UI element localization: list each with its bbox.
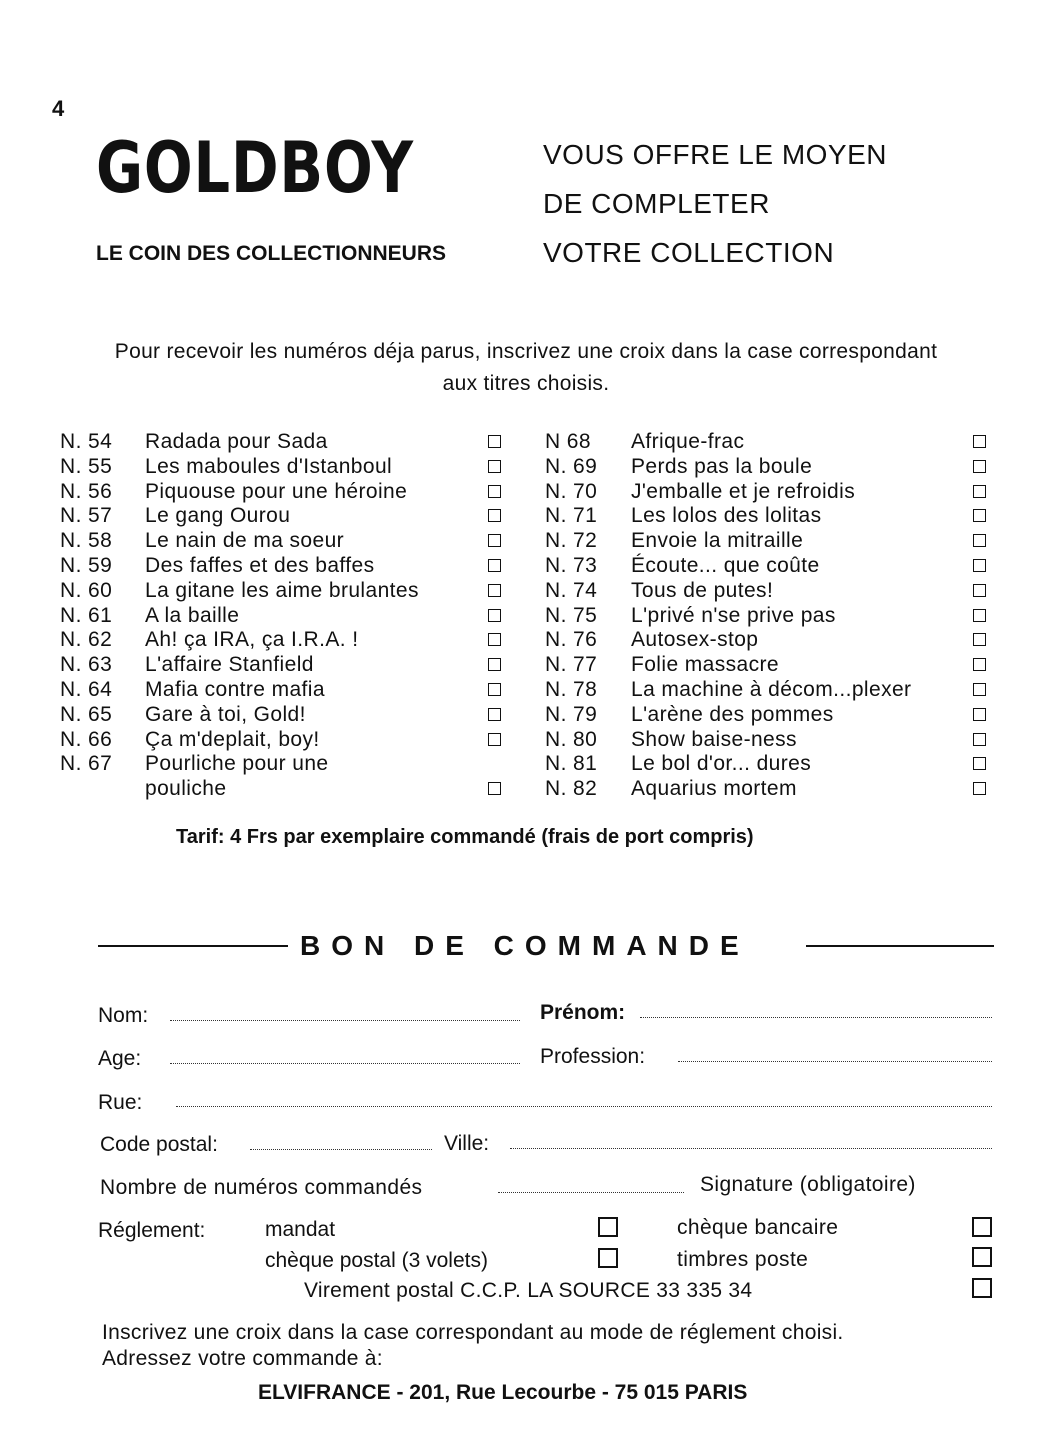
- issue-title: Mafia contre mafia: [145, 677, 325, 701]
- catalog-row: [545, 579, 995, 604]
- issue-checkbox[interactable]: [973, 609, 986, 622]
- issue-title: Le gang Ourou: [145, 504, 291, 528]
- cheque-postal-checkbox[interactable]: [598, 1248, 618, 1268]
- issue-number: N. 76: [545, 628, 598, 652]
- issue-checkbox[interactable]: [973, 559, 986, 572]
- issue-number: N. 59: [60, 553, 113, 577]
- issue-title: Ça m'deplait, boy!: [145, 727, 320, 751]
- catalog-row: [60, 604, 510, 629]
- cheque-postal-label: chèque postal (3 volets): [265, 1249, 488, 1272]
- instructions-note: [102, 1320, 844, 1372]
- note-line: Inscrivez une croix dans la case correspondant au mode de réglement choisi.: [102, 1321, 844, 1344]
- issue-number: N. 67: [60, 752, 113, 776]
- issue-title: Tous de putes!: [631, 578, 774, 602]
- issue-number: N. 72: [545, 529, 598, 553]
- issue-title: Le nain de ma soeur: [145, 529, 345, 553]
- reglement-label: Réglement:: [98, 1219, 206, 1242]
- catalog-row: [545, 678, 995, 703]
- order-form-title: BON DE COMMANDE: [300, 930, 750, 961]
- catalog-row: [545, 703, 995, 728]
- catalog-row: [60, 480, 510, 505]
- catalog-row: [60, 554, 510, 579]
- ville-field[interactable]: [510, 1148, 992, 1149]
- issue-number: N. 57: [60, 504, 113, 528]
- code-postal-field[interactable]: [250, 1149, 432, 1150]
- issue-title: pouliche: [145, 777, 227, 801]
- issue-checkbox[interactable]: [488, 782, 501, 795]
- issue-number: N. 62: [60, 628, 113, 652]
- catalog-row: [545, 728, 995, 753]
- issue-title: Radada pour Sada: [145, 430, 328, 453]
- issue-checkbox[interactable]: [488, 509, 501, 522]
- catalog-row: [545, 752, 995, 777]
- nom-field[interactable]: [170, 1020, 520, 1021]
- issue-title: Perds pas la boule: [631, 454, 813, 478]
- issue-number: N. 54: [60, 430, 113, 453]
- issue-title: Écoute... que coûte: [631, 553, 820, 577]
- issue-number: N. 60: [60, 578, 113, 602]
- catalog-row: [60, 529, 510, 554]
- issue-title: L'affaire Stanfield: [145, 653, 314, 677]
- issue-checkbox[interactable]: [488, 460, 501, 473]
- issue-title: Autosex-stop: [631, 628, 759, 652]
- catalog-row: [60, 455, 510, 480]
- catalog-row: [545, 504, 995, 529]
- prenom-label: Prénom:: [540, 1001, 626, 1024]
- issue-number: N. 64: [60, 677, 113, 701]
- issue-number: N. 70: [545, 479, 598, 503]
- tarif-note: Tarif: 4 Frs par exemplaire commandé (frais de port compris): [176, 826, 754, 848]
- nom-label: Nom:: [98, 1004, 149, 1027]
- quantity-label: Nombre de numéros commandés: [100, 1176, 423, 1199]
- issue-number: N. 80: [545, 727, 598, 751]
- issue-title: Show baise-ness: [631, 727, 797, 751]
- issue-title: Aquarius mortem: [631, 777, 797, 801]
- issue-checkbox[interactable]: [488, 559, 501, 572]
- catalog-row: [60, 703, 510, 728]
- issue-number: N. 71: [545, 504, 598, 528]
- collectors-subtitle: LE COIN DES COLLECTIONNEURS: [96, 242, 447, 265]
- age-field[interactable]: [170, 1063, 520, 1064]
- issue-title: Des faffes et des baffes: [145, 553, 375, 577]
- catalog-row: [60, 628, 510, 653]
- note-line: Adressez votre commande à:: [102, 1347, 383, 1370]
- code-postal-label: Code postal:: [100, 1133, 218, 1156]
- issue-number: N. 61: [60, 603, 113, 627]
- divider-line: [806, 945, 994, 947]
- issue-title: La gitane les aime brulantes: [145, 578, 419, 602]
- page-number: 4: [52, 96, 65, 121]
- catalog-row: [60, 504, 510, 529]
- issue-number: N. 74: [545, 578, 598, 602]
- issue-checkbox[interactable]: [973, 460, 986, 473]
- issue-checkbox[interactable]: [973, 534, 986, 547]
- catalog-row: [545, 455, 995, 480]
- profession-label: Profession:: [540, 1045, 646, 1068]
- issue-checkbox[interactable]: [973, 633, 986, 646]
- catalog-left-column: [60, 430, 510, 802]
- issue-number: N. 69: [545, 454, 598, 478]
- signature-label: Signature (obligatoire): [700, 1173, 916, 1196]
- issue-checkbox[interactable]: [488, 658, 501, 671]
- issue-number: N. 77: [545, 653, 598, 677]
- issue-checkbox[interactable]: [488, 733, 501, 746]
- divider-line: [98, 945, 288, 947]
- catalog-row: [60, 752, 510, 777]
- timbres-label: timbres poste: [677, 1248, 809, 1271]
- issue-checkbox[interactable]: [973, 683, 986, 696]
- catalog-row: [60, 430, 510, 455]
- issue-checkbox[interactable]: [488, 633, 501, 646]
- catalog-row: [545, 554, 995, 579]
- issue-checkbox[interactable]: [973, 708, 986, 721]
- profession-field[interactable]: [678, 1061, 992, 1062]
- issue-checkbox[interactable]: [973, 658, 986, 671]
- catalog-row: [60, 777, 510, 802]
- virement-checkbox[interactable]: [972, 1278, 992, 1298]
- catalog-row: [545, 628, 995, 653]
- offer-line: DE COMPLETER: [543, 188, 770, 219]
- issue-checkbox[interactable]: [973, 485, 986, 498]
- issue-title: L'privé n'se prive pas: [631, 603, 836, 627]
- rue-field[interactable]: [176, 1106, 992, 1107]
- issue-checkbox[interactable]: [973, 509, 986, 522]
- issue-number: N. 78: [545, 677, 598, 701]
- ville-label: Ville:: [444, 1132, 490, 1155]
- issue-checkbox[interactable]: [973, 757, 986, 770]
- mandat-checkbox[interactable]: [598, 1217, 618, 1237]
- catalog-row: [545, 480, 995, 505]
- mandat-label: mandat: [265, 1218, 336, 1241]
- issue-title: A la baille: [145, 603, 240, 627]
- catalog-row: [60, 678, 510, 703]
- issue-number: N. 79: [545, 702, 598, 726]
- mailing-address: ELVIFRANCE - 201, Rue Lecourbe - 75 015 PARIS: [258, 1381, 748, 1404]
- issue-title: Les lolos des lolitas: [631, 504, 822, 528]
- issue-title: Le bol d'or... dures: [631, 752, 812, 776]
- virement-label: Virement postal C.C.P. LA SOURCE 33 335 34: [304, 1279, 753, 1302]
- issue-checkbox[interactable]: [973, 584, 986, 597]
- issue-title: Ah! ça IRA, ça I.R.A. !: [145, 628, 359, 652]
- issue-title: Folie massacre: [631, 653, 779, 677]
- catalog-row: [545, 653, 995, 678]
- catalog-row: [60, 653, 510, 678]
- issue-checkbox[interactable]: [488, 708, 501, 721]
- issue-title: La machine à décom...plexer: [631, 677, 912, 701]
- goldboy-logo: GOLDBOY: [96, 127, 414, 209]
- issue-number: N. 58: [60, 529, 113, 553]
- catalog-row: [60, 579, 510, 604]
- catalog-row: [545, 604, 995, 629]
- issue-checkbox[interactable]: [973, 435, 986, 448]
- quantity-field[interactable]: [498, 1192, 684, 1193]
- age-label: Age:: [98, 1047, 142, 1070]
- issue-checkbox[interactable]: [488, 485, 501, 498]
- offer-line: VOTRE COLLECTION: [543, 237, 835, 268]
- issue-checkbox[interactable]: [973, 782, 986, 795]
- issue-checkbox[interactable]: [488, 609, 501, 622]
- issue-title: Pourliche pour une: [145, 752, 329, 776]
- timbres-checkbox[interactable]: [972, 1247, 992, 1267]
- catalog-right-column: [545, 430, 995, 802]
- issue-number: N. 56: [60, 479, 113, 503]
- catalog-row: [545, 529, 995, 554]
- issue-number: N. 75: [545, 603, 598, 627]
- issue-checkbox[interactable]: [488, 683, 501, 696]
- offer-line: VOUS OFFRE LE MOYEN: [543, 139, 887, 170]
- issue-title: Gare à toi, Gold!: [145, 702, 306, 726]
- issue-number: N. 82: [545, 777, 598, 801]
- rue-label: Rue:: [98, 1091, 143, 1114]
- issue-title: J'emballe et je refroidis: [631, 479, 856, 503]
- catalog-row: [545, 430, 995, 455]
- catalog-row: [545, 777, 995, 802]
- issue-checkbox[interactable]: [488, 534, 501, 547]
- issue-title: Piquouse pour une héroine: [145, 479, 408, 503]
- catalog-row: [60, 728, 510, 753]
- issue-number: N 68: [545, 430, 591, 453]
- offer-text: [543, 130, 887, 277]
- cheque-bancaire-label: chèque bancaire: [677, 1216, 839, 1239]
- issue-checkbox[interactable]: [488, 435, 501, 448]
- issue-number: N. 65: [60, 702, 113, 726]
- cheque-bancaire-checkbox[interactable]: [972, 1217, 992, 1237]
- prenom-field[interactable]: [640, 1017, 992, 1018]
- issue-number: N. 66: [60, 727, 113, 751]
- issue-title: Envoie la mitraille: [631, 529, 804, 553]
- issue-checkbox[interactable]: [488, 584, 501, 597]
- issue-title: Les maboules d'Istanboul: [145, 454, 393, 478]
- intro-instructions: Pour recevoir les numéros déja parus, inscrivez une croix dans la case correspondant aux titres choisis.: [114, 340, 938, 395]
- issue-title: L'arène des pommes: [631, 702, 834, 726]
- issue-number: N. 73: [545, 553, 598, 577]
- issue-title: Afrique-frac: [631, 430, 745, 453]
- issue-number: N. 55: [60, 454, 113, 478]
- issue-number: N. 63: [60, 653, 113, 677]
- issue-checkbox[interactable]: [973, 733, 986, 746]
- issue-number: N. 81: [545, 752, 598, 776]
